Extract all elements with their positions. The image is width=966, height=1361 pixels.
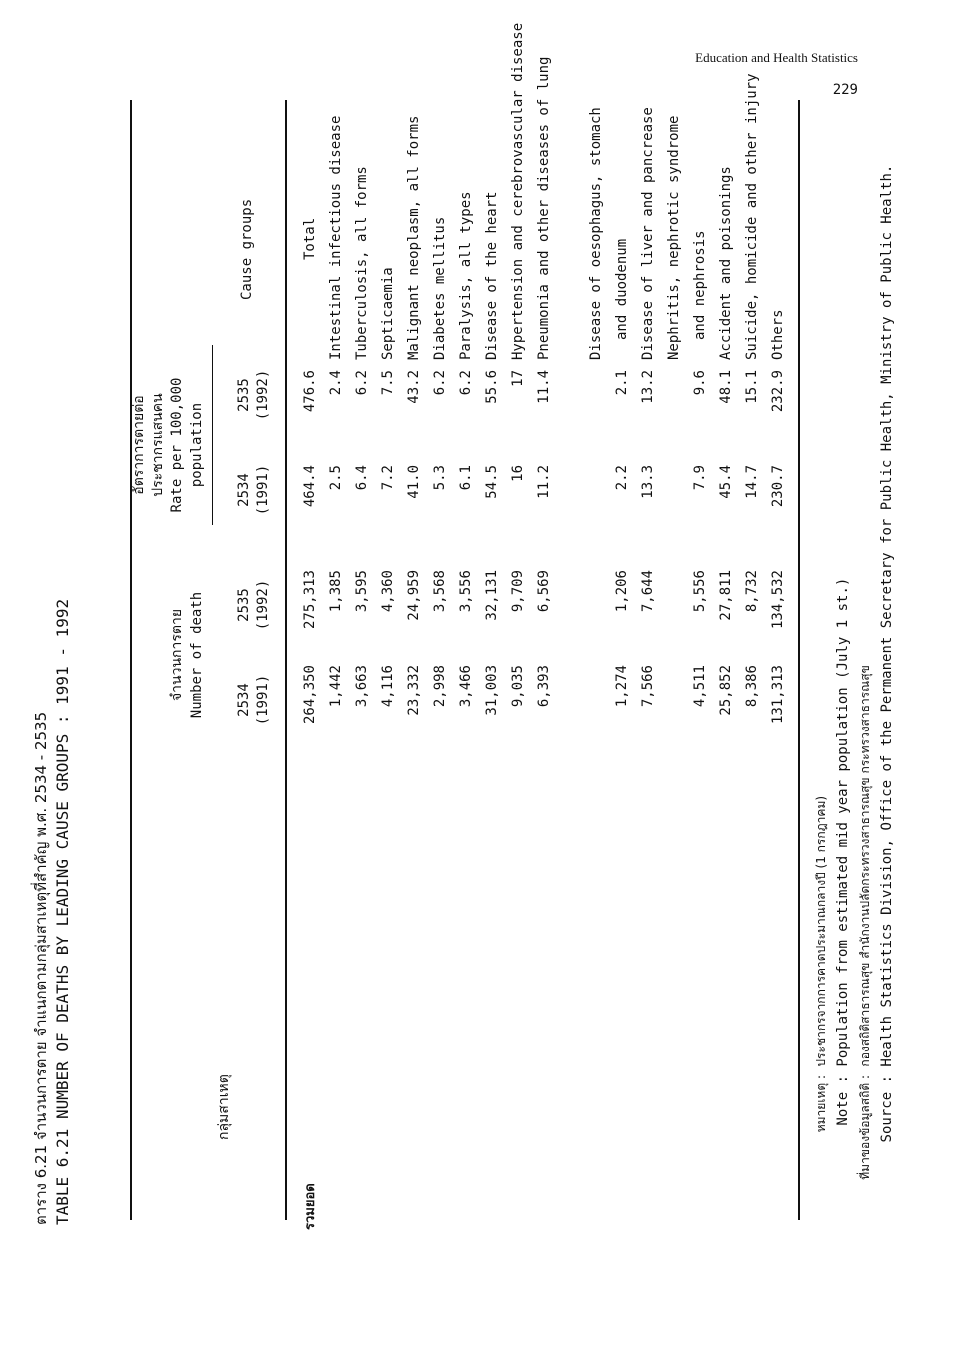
rate-1992: 6.2: [458, 370, 474, 396]
rate-1992: 476.6: [302, 370, 318, 413]
rate-1991: 5.3: [432, 465, 448, 491]
cause-eng: Hypertension and cerebrovascular disease: [510, 22, 526, 360]
deaths-1991: 3,663: [354, 665, 370, 708]
cause-eng: Disease of the heart: [484, 191, 500, 360]
cause-eng: Disease of oesophagus, stomach: [588, 107, 604, 360]
deaths-1992: 9,709: [510, 570, 526, 613]
cause-eng-continued: and nephrosis: [692, 230, 708, 340]
header-year-2534-deaths: 2534: [236, 683, 252, 717]
page-number: 229: [832, 82, 858, 98]
header-year-1991-rate: (1991): [255, 464, 271, 516]
rate-1992: 17: [510, 370, 526, 387]
rate-1992: 232.9: [770, 370, 786, 413]
rate-1992: 55.6: [484, 370, 500, 404]
header-rate-thai-2: ประชากรแสนคน: [150, 393, 166, 497]
table-row: [768, 60, 789, 1260]
rate-1991: 7.9: [692, 465, 708, 491]
cause-eng: Tuberculosis, all forms: [354, 166, 370, 360]
rate-1991: 464.4: [302, 465, 318, 508]
header-deaths-thai: จำนวนการตาย: [169, 608, 185, 702]
deaths-1991: 25,852: [718, 665, 734, 716]
table-row: [300, 60, 321, 1260]
header-cause-thai: กลุ่มสาเหตุ: [216, 1074, 232, 1140]
table-row: [456, 60, 477, 1260]
cause-eng: Disease of liver and pancrease: [640, 107, 656, 360]
table-row: [638, 60, 659, 1260]
rate-subrule: [212, 345, 213, 525]
cause-eng: Others: [770, 309, 786, 360]
cause-thai: รวมยอด: [303, 1183, 318, 1230]
source-english: Source : Health Statistics Division, Office of the Permanent Secretary for Public Health, Ministry of Public Health.: [879, 164, 895, 1143]
running-head: Education and Health Statistics: [695, 50, 858, 65]
cause-eng: Pneumonia and other diseases of lung: [536, 56, 552, 360]
rate-1991: 41.0: [406, 465, 422, 499]
header-year-2535-deaths: 2535: [236, 588, 252, 622]
table-row: [664, 60, 685, 1260]
deaths-1992: 7,644: [640, 570, 656, 613]
table-row: [534, 56, 555, 1260]
deaths-1992: 134,532: [770, 570, 786, 630]
rate-1992: 7.5: [380, 370, 396, 396]
table-row: [430, 60, 451, 1260]
cause-eng: Paralysis, all types: [458, 191, 474, 360]
table-row: [742, 60, 763, 1260]
header-year-1992-rate: (1992): [255, 369, 271, 421]
deaths-1991: 131,313: [770, 665, 786, 725]
deaths-1992: 27,811: [718, 570, 734, 621]
rate-1992: 6.2: [354, 370, 370, 396]
table-row: [378, 60, 399, 1260]
deaths-1992: 3,568: [432, 570, 448, 613]
deaths-1992: 3,556: [458, 570, 474, 613]
header-rate-thai-1: อัตราการตายต่อ: [131, 395, 147, 495]
cause-eng-continued: and duodenum: [614, 238, 630, 340]
cause-eng: Malignant neoplasm, all forms: [406, 115, 422, 360]
deaths-1992: 3,595: [354, 570, 370, 613]
header-rate-eng-2: population: [189, 402, 205, 488]
title-thai: ตาราง 6.21 จำนวนการตาย จำแนกตามกลุ่มสาเหตุที่สำคัญ พ.ศ. 2534 - 2535: [32, 711, 50, 1225]
rate-1992: 9.6: [692, 370, 708, 396]
header-year-1992-deaths: (1992): [255, 579, 271, 631]
header-year-2535-rate: 2535: [236, 378, 252, 412]
deaths-1992: 32,131: [484, 570, 500, 621]
table-row: [352, 60, 373, 1260]
rate-1992: 15.1: [744, 370, 760, 404]
deaths-1992: 8,732: [744, 570, 760, 613]
deaths-1991: 1,274: [614, 665, 630, 708]
rate-1992: 48.1: [718, 370, 734, 404]
cause-eng: Diabetes mellitus: [432, 216, 448, 360]
deaths-1991: 6,393: [536, 665, 552, 708]
header-year-2534-rate: 2534: [236, 473, 252, 507]
bottom-rule: [798, 100, 800, 1220]
table-notes: [810, 165, 898, 1225]
header-cause-eng: Cause groups: [239, 198, 255, 300]
deaths-1991: 8,386: [744, 665, 760, 708]
deaths-1992: 4,360: [380, 570, 396, 613]
rate-1991: 6.1: [458, 465, 474, 491]
rate-1991: 16: [510, 465, 526, 482]
deaths-1992: 24,959: [406, 570, 422, 621]
rate-1991: 7.2: [380, 465, 396, 491]
note-thai: หมายเหตุ : ประชากรจากการคาดประมาณกลางปี (1 กรกฎาคม): [814, 795, 828, 1133]
rate-1991: 6.4: [354, 465, 370, 491]
header-rule: [285, 100, 287, 1220]
header-rate-eng-1: Rate per 100,000: [169, 377, 185, 513]
cause-eng: Septicaemia: [380, 267, 396, 360]
deaths-1992: 1,385: [328, 570, 344, 613]
deaths-1992: 275,313: [302, 570, 318, 630]
header-deaths-eng: Number of death: [189, 591, 205, 719]
note-english: Note : Population from estimated mid year population (July 1 st.): [835, 577, 851, 1126]
deaths-1991: 3,466: [458, 665, 474, 708]
rate-1992: 13.2: [640, 370, 656, 404]
rate-1992: 6.2: [432, 370, 448, 396]
deaths-1991: 9,035: [510, 665, 526, 708]
rate-1991: 13.3: [640, 465, 656, 499]
deaths-1991: 1,442: [328, 665, 344, 708]
table-row: [326, 60, 347, 1260]
table-row: [508, 22, 529, 1260]
table-row: [612, 60, 633, 1260]
title-english: TABLE 6.21 NUMBER OF DEATHS BY LEADING CAUSE GROUPS : 1991 - 1992: [53, 598, 72, 1225]
source-thai: ที่มาของข้อมูลสถิติ : กองสถิติสาธารณสุข สำนักงานปลัดกระทรวงสาธารณสุข กระทรวงสาธารณสุข: [858, 665, 872, 1180]
rate-1991: 54.5: [484, 465, 500, 499]
cause-eng: Nephritis, nephrotic syndrome: [666, 115, 682, 360]
cause-eng: Intestinal infectious disease: [328, 115, 344, 360]
table-row: [482, 60, 503, 1260]
deaths-1991: 7,566: [640, 665, 656, 708]
deaths-1991: 2,998: [432, 665, 448, 708]
deaths-1991: 4,511: [692, 665, 708, 708]
rate-1992: 11.4: [536, 370, 552, 404]
rate-1992: 2.1: [614, 370, 630, 396]
rate-1991: 2.5: [328, 465, 344, 491]
cause-eng: Total: [302, 217, 318, 260]
rate-1992: 43.2: [406, 370, 422, 404]
rate-1991: 2.2: [614, 465, 630, 491]
rate-1992: 2.4: [328, 370, 344, 396]
rate-1991: 230.7: [770, 465, 786, 508]
header-year-1991-deaths: (1991): [255, 674, 271, 726]
rate-1991: 11.2: [536, 465, 552, 499]
deaths-1992: 1,206: [614, 570, 630, 613]
rate-1991: 45.4: [718, 465, 734, 499]
rate-1991: 14.7: [744, 465, 760, 499]
deaths-1991: 4,116: [380, 665, 396, 708]
top-rule: [130, 100, 132, 1220]
table-titles: [30, 599, 74, 1225]
cause-eng: Suicide, homicide and other injury: [744, 73, 760, 360]
table-row: [690, 60, 711, 1260]
cause-eng: Accident and poisonings: [718, 166, 734, 360]
deaths-1991: 23,332: [406, 665, 422, 716]
table-row: [404, 60, 425, 1260]
table-row: [586, 60, 607, 1260]
deaths-1992: 5,556: [692, 570, 708, 613]
deaths-1991: 31,003: [484, 665, 500, 716]
table-row: [716, 60, 737, 1260]
deaths-1991: 264,350: [302, 665, 318, 725]
deaths-1992: 6,569: [536, 570, 552, 613]
